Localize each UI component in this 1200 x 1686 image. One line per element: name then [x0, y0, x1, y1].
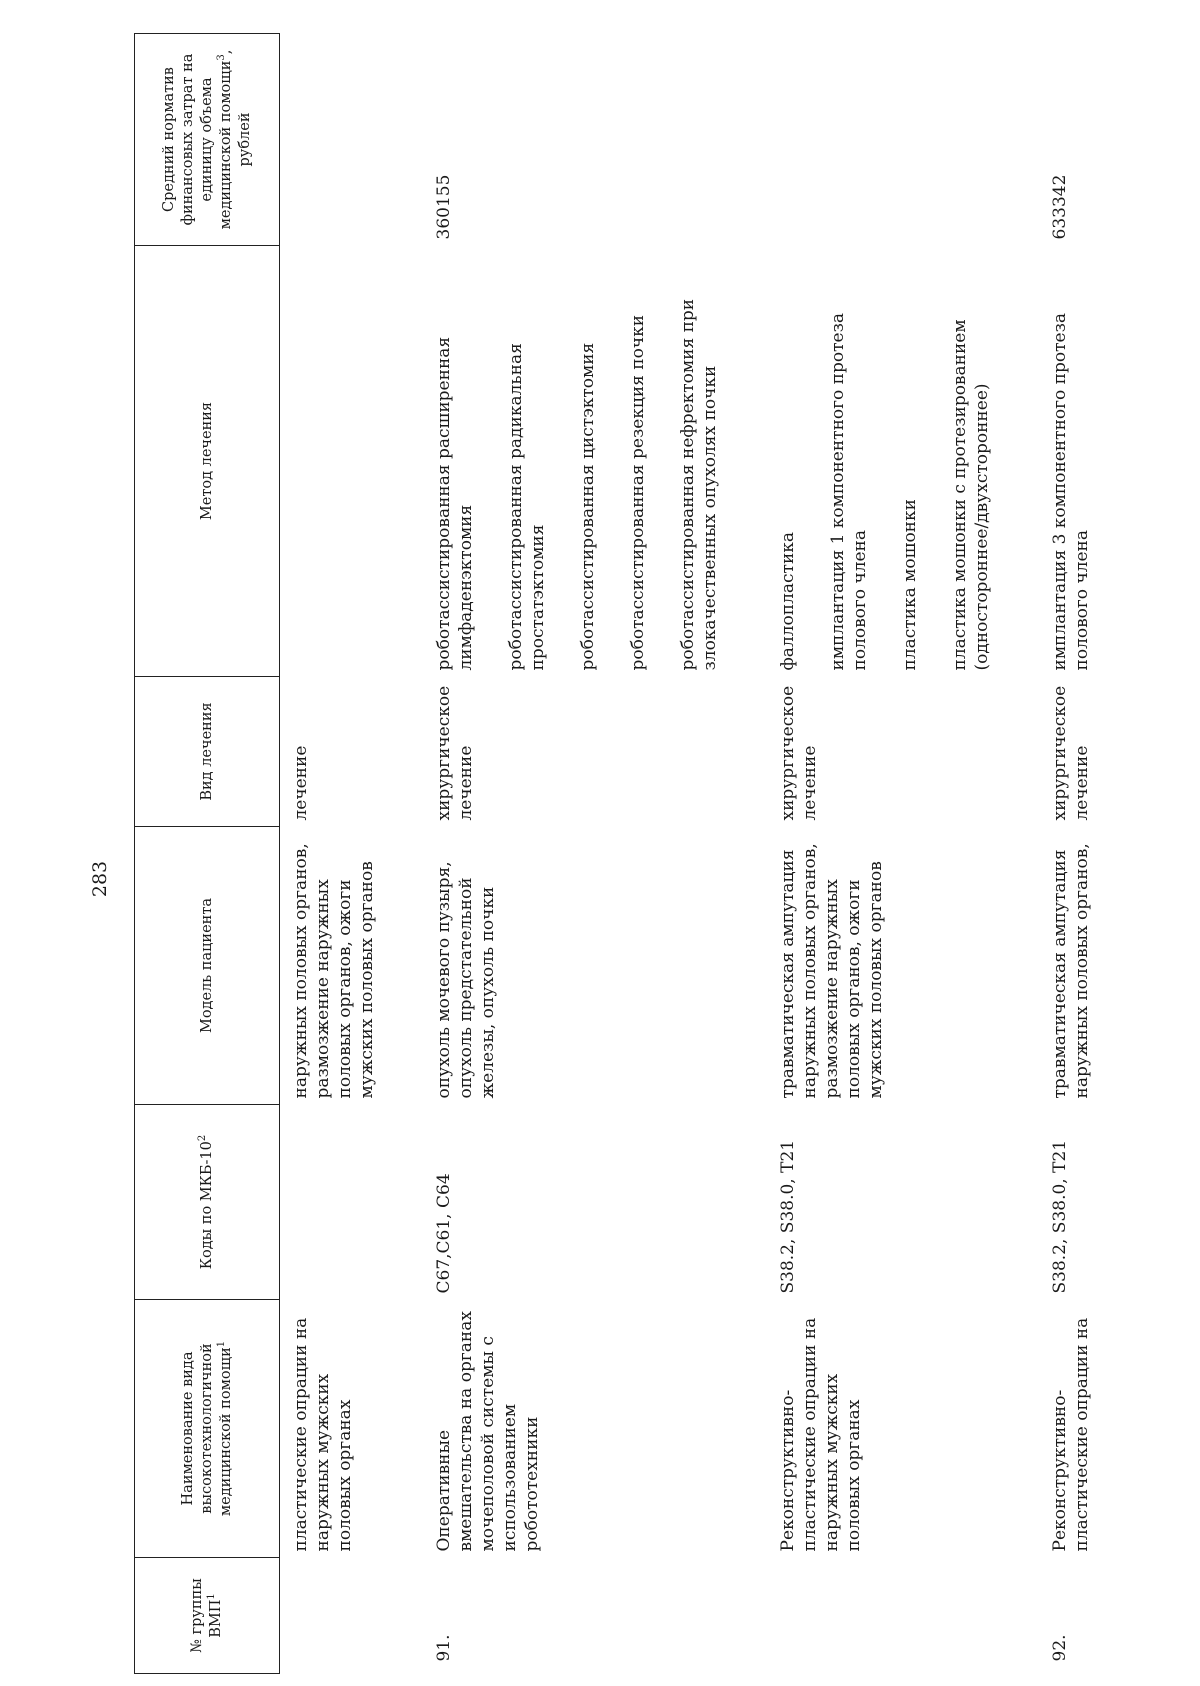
cell-model: травматическая ампутация наружных половых органов, размозжение наружных половых органов, ожоги мужских половых органов — [777, 843, 886, 1099]
vmp-table — [134, 33, 1131, 1674]
cell-name: пластические опрации на наружных мужских половых органах — [291, 1317, 355, 1552]
method-item: роботассистированная резекция почки — [627, 314, 648, 671]
cell-cost: 633342 — [1049, 174, 1070, 240]
header-cost: Средний норматив финансовых затрат на единицу объема медицинской помощи$^3$, рублей — [135, 34, 280, 246]
method-item: пластика мошонки — [899, 499, 920, 671]
method-item: роботассистированная расширенная лимфаденэктомия — [433, 336, 476, 671]
method-item: имплантация 3 компонентного протеза полового члена — [1049, 312, 1092, 671]
cell-cost — [280, 34, 405, 246]
cell-group — [280, 1558, 405, 1674]
method-item: пластика мошонки с протезированием (одностороннее/двухстороннее) — [949, 319, 992, 671]
header-group: № группы ВМП$^1$ — [135, 1558, 280, 1674]
page-number: 283 — [89, 860, 111, 898]
cell-name: Реконструктивнопластические опрации на наружных мужских половых органах — [777, 1317, 864, 1552]
cell-name: Реконструктивнопластические опрации на — [1049, 1317, 1092, 1552]
cell-type: хирургическое лечение — [433, 685, 476, 821]
table-row — [405, 34, 749, 1674]
table-header-row — [135, 34, 280, 1674]
cell-codes: S38.2, S38.0, T21 — [777, 1139, 798, 1294]
cell-codes — [280, 1105, 405, 1300]
cell-group — [749, 1558, 1021, 1674]
cell-cost: 360155 — [433, 174, 454, 240]
method-item: роботассистированная радикальная простатэктомия — [505, 343, 548, 671]
header-name: Наименование вида высокотехнологичной медицинской помощи$^1$ — [135, 1300, 280, 1558]
cell-cost — [749, 34, 1021, 246]
cell-codes: C67,C61, C64 — [433, 1173, 454, 1294]
header-method: Метод лечения — [135, 246, 280, 677]
cell-model: наружных половых органов, размозжение наружных половых органов, ожоги мужских половых органов — [291, 843, 377, 1099]
method-item: роботассистированная цистэктомия — [577, 342, 598, 671]
cell-name: Оперативные вмешательства на органах мочеполовой системы с использованием робототехники — [433, 1311, 542, 1552]
cell-group: 92. — [1049, 1634, 1070, 1662]
table-sheet — [134, 34, 1184, 1674]
method-item: роботассистированная нефректомия при злокачественных опухолях почки — [677, 298, 720, 671]
table-row — [1021, 34, 1131, 1674]
header-codes: Коды по МКБ-$10^2$ — [135, 1105, 280, 1300]
cell-codes: S38.2, S38.0, T21 — [1049, 1139, 1070, 1294]
header-model: Модель пациента — [135, 827, 280, 1105]
table-row — [749, 34, 1021, 1674]
cell-group: 91. — [433, 1634, 454, 1662]
table-row — [280, 34, 405, 1674]
method-item: фаллопластика — [777, 531, 798, 671]
cell-method — [749, 246, 1021, 677]
cell-type: хирургическое лечение — [1049, 685, 1092, 821]
cell-method — [405, 246, 749, 677]
cell-method — [1021, 246, 1131, 677]
method-item: имплантация 1 компонентного протеза полового члена — [827, 312, 870, 671]
cell-type: лечение — [291, 745, 311, 821]
cell-type: хирургическое лечение — [777, 685, 820, 821]
cell-model: опухоль мочевого пузыря, опухоль предстательной железы, опухоль почки — [433, 861, 498, 1099]
cell-model: травматическая ампутация наружных половых органов, — [1049, 843, 1092, 1099]
header-type: Вид лечения — [135, 677, 280, 827]
cell-method — [280, 246, 405, 677]
